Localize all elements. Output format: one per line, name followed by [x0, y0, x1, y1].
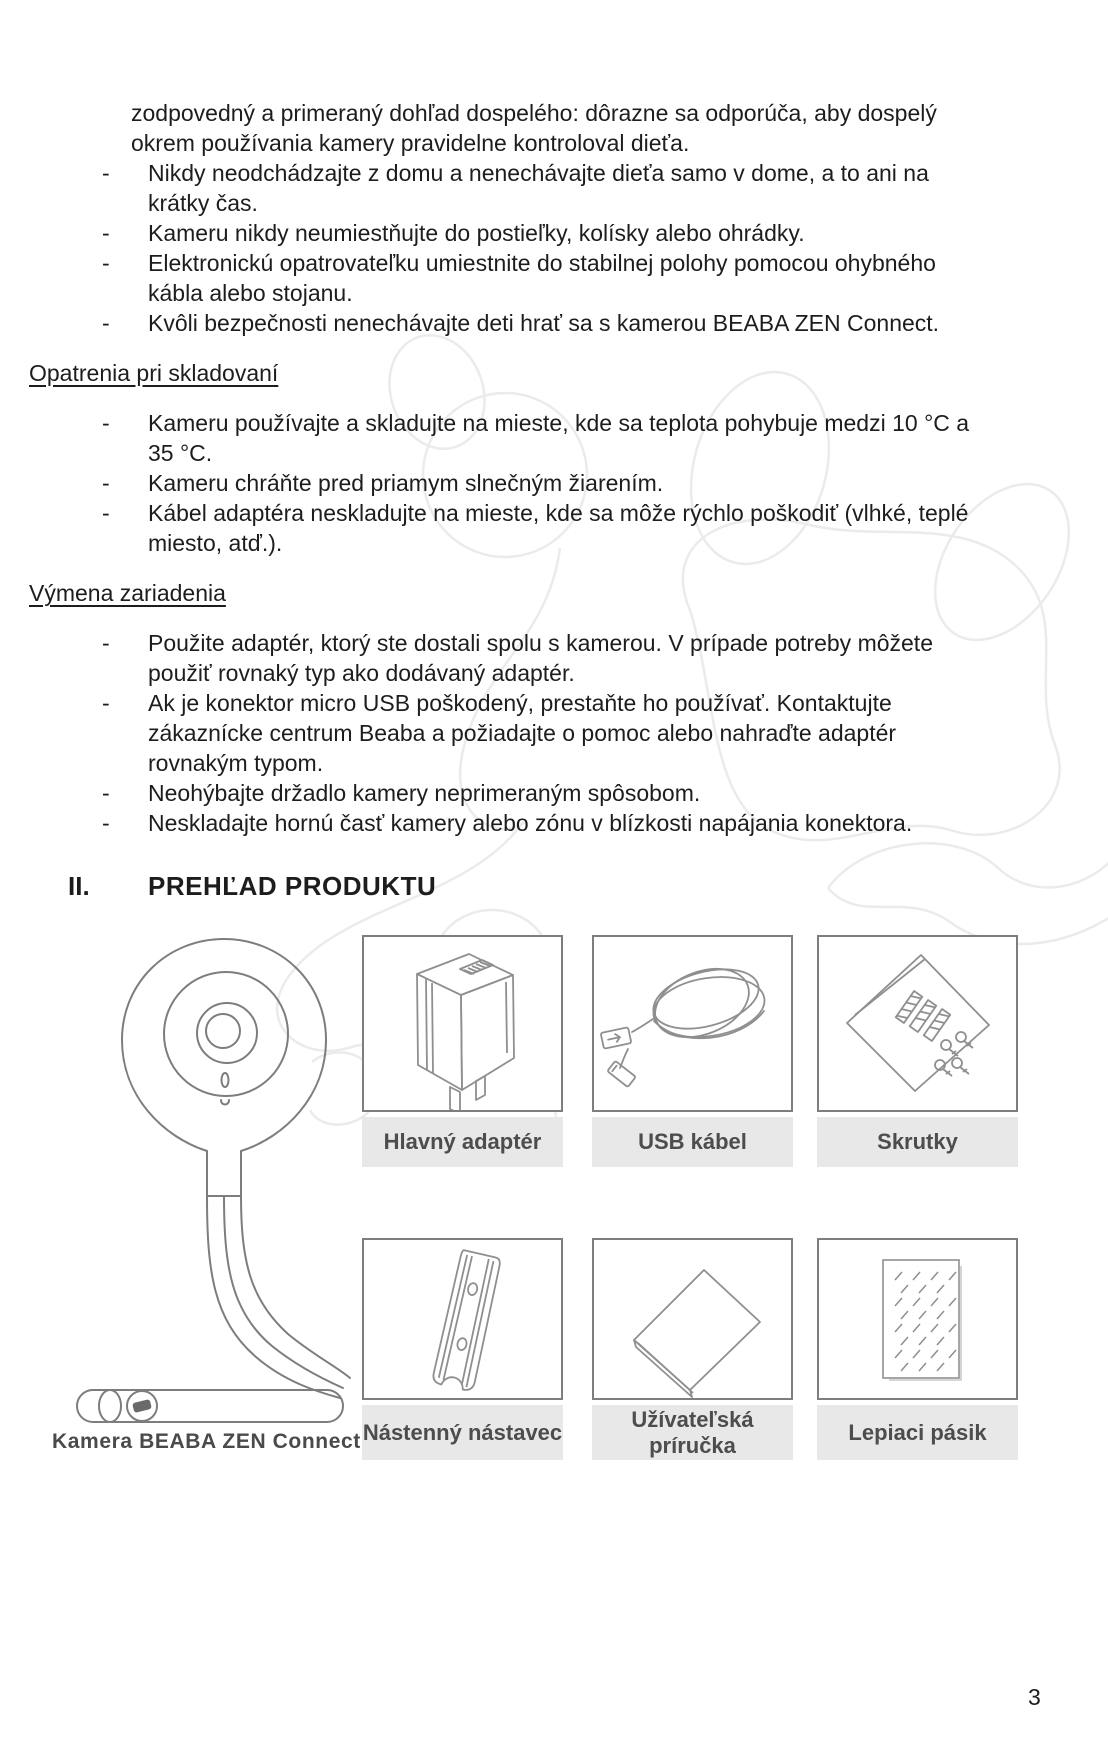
bullet-text: zákaznícke centrum Beaba a požiadajte o pomoc alebo nahraďte adaptér: [148, 720, 897, 746]
bullet-text: rovnakým typom.: [148, 750, 324, 776]
intro-text: zodpovedný a primeraný dohľad dospelého: dôrazne sa odporúča, aby dospelý: [131, 100, 937, 126]
bullet-dash: -: [102, 470, 110, 496]
main-adapter-drawing: [364, 937, 561, 1110]
intro-text: okrem používania kamery pravidelne kontroloval dieťa.: [131, 130, 690, 156]
product-box-adapter: [362, 935, 563, 1112]
product-box-screws: [817, 935, 1018, 1112]
product-box-usb-cable: [592, 935, 793, 1112]
bullet-dash: -: [102, 810, 110, 836]
bullet-text: Neohýbajte držadlo kamery neprimeraným spôsobom.: [148, 780, 701, 806]
bullet-text: Ak je konektor micro USB poškodený, prestaňte ho používať. Kontaktujte: [148, 690, 892, 716]
label-adhesive-strip: Lepiaci pásik: [817, 1405, 1018, 1460]
bullet-text: Kvôli bezpečnosti nenechávajte deti hrať sa s kamerou BEABA ZEN Connect.: [148, 310, 940, 336]
bullet-dash: -: [102, 410, 110, 436]
label-main-adapter: Hlavný adaptér: [362, 1117, 563, 1167]
bullet-text: miesto, atď.).: [148, 530, 283, 556]
bullet-dash: -: [102, 310, 110, 336]
wall-mount-drawing: [364, 1240, 561, 1398]
camera-label: Kamera BEABA ZEN Connect: [52, 1430, 361, 1453]
bullet-dash: -: [102, 630, 110, 656]
section-numeral: II.: [68, 871, 90, 901]
label-usb-cable: USB kábel: [592, 1117, 793, 1167]
product-box-user-manual: [592, 1238, 793, 1400]
bullet-dash: -: [102, 220, 110, 246]
camera-illustration: [60, 920, 400, 1470]
bullet-dash: -: [102, 690, 110, 716]
usb-cable-drawing: [594, 937, 791, 1110]
user-manual-drawing: [594, 1240, 791, 1398]
storage-heading: Opatrenia pri skladovaní: [29, 360, 279, 386]
bullet-text: Neskladajte hornú časť kamery alebo zónu v blízkosti napájania konektora.: [148, 810, 913, 836]
bullet-dash: -: [102, 500, 110, 526]
bullet-text: kábla alebo stojanu.: [148, 280, 353, 306]
bullet-text: krátky čas.: [148, 190, 258, 216]
screws-bag-drawing: [819, 937, 1016, 1110]
section-title: PREHĽAD PRODUKTU: [148, 871, 437, 901]
adhesive-strip-drawing: [819, 1240, 1016, 1398]
bullet-text: Kameru chráňte pred priamym slnečným žiarením.: [148, 470, 664, 496]
bullet-text: Kameru používajte a skladujte na mieste, kde sa teplota pohybuje medzi 10 °C a: [148, 410, 970, 436]
label-user-manual: Užívateľská príručka: [592, 1405, 793, 1460]
bullet-text: 35 °C.: [148, 440, 213, 466]
label-screws: Skrutky: [817, 1117, 1018, 1167]
bullet-text: Nikdy neodchádzajte z domu a nenechávajte dieťa samo v dome, a to ani na: [148, 160, 929, 186]
product-box-adhesive-strip: [817, 1238, 1018, 1400]
bullet-text: Kameru nikdy neumiestňujte do postieľky, kolísky alebo ohrádky.: [148, 220, 805, 246]
bullet-text: Elektronickú opatrovateľku umiestnite do stabilnej polohy pomocou ohybného: [148, 250, 936, 276]
bullet-dash: -: [102, 780, 110, 806]
label-wall-mount: Nástenný nástavec: [362, 1405, 563, 1460]
bullet-dash: -: [102, 160, 110, 186]
bullet-text: Použite adaptér, ktorý ste dostali spolu s kamerou. V prípade potreby môžete: [148, 630, 933, 656]
page-number: 3: [1028, 1684, 1041, 1710]
bullet-dash: -: [102, 250, 110, 276]
replacement-heading: Výmena zariadenia: [29, 580, 226, 606]
product-box-wall-mount: [362, 1238, 563, 1400]
bullet-text: Kábel adaptéra neskladujte na mieste, kde sa môže rýchlo poškodiť (vlhké, teplé: [148, 500, 969, 526]
bullet-text: použiť rovnaký typ ako dodávaný adaptér.: [148, 660, 575, 686]
